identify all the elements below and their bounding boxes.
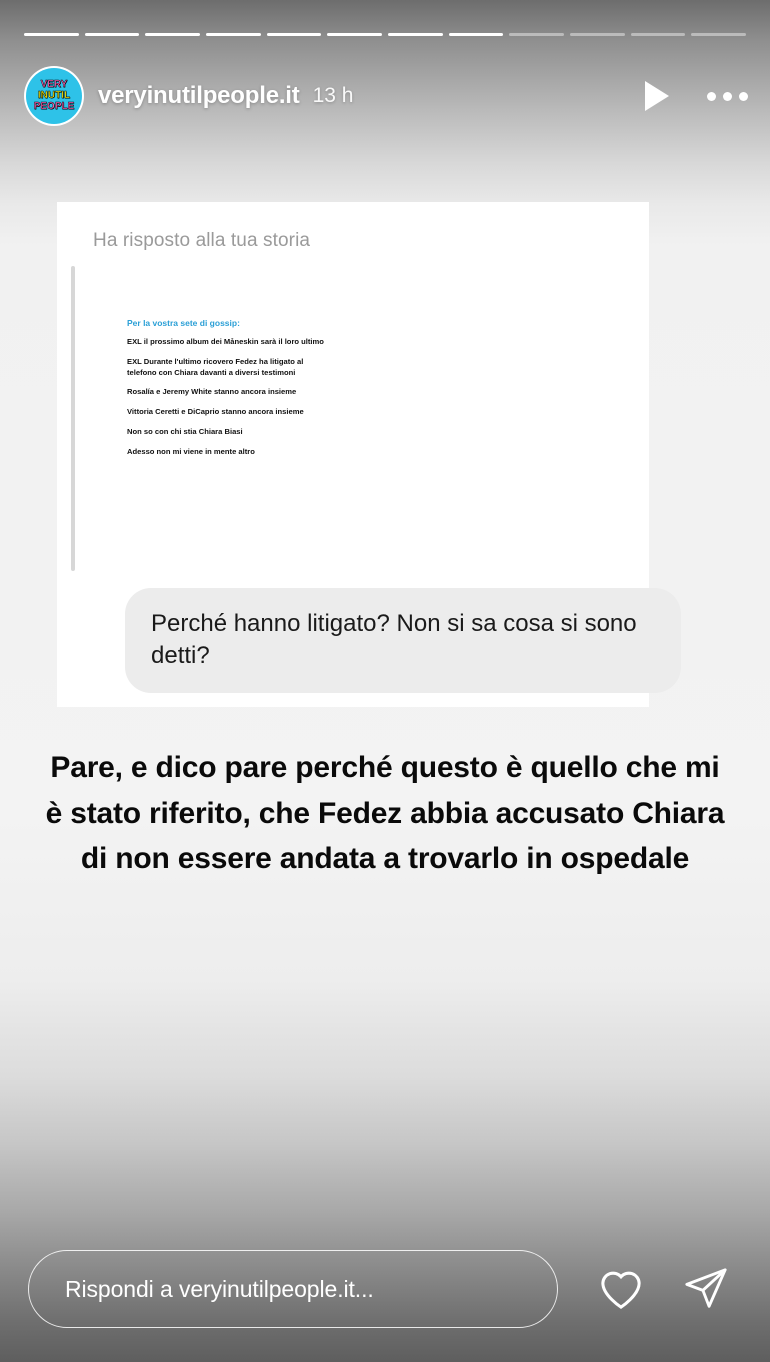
story-progress-segment[interactable] bbox=[267, 33, 322, 36]
more-options-icon[interactable] bbox=[707, 92, 748, 101]
story-progress-segment[interactable] bbox=[24, 33, 79, 36]
story-progress-segment[interactable] bbox=[145, 33, 200, 36]
story-progress-segment[interactable] bbox=[631, 33, 686, 36]
reply-input[interactable]: Rispondi a veryinutilpeople.it... bbox=[28, 1250, 558, 1328]
profile-avatar-icon bbox=[26, 68, 82, 124]
story-footer bbox=[0, 1234, 770, 1344]
footer-icons bbox=[598, 1266, 742, 1312]
quoted-line: Adesso non mi viene in mente altro bbox=[127, 446, 255, 456]
reply-message-bubble: Perché hanno litigato? Non si sa cosa si sono detti? bbox=[125, 588, 681, 693]
avatar-line-2: INUTIL bbox=[37, 90, 71, 101]
quoted-story-block bbox=[71, 266, 631, 571]
story-username[interactable]: veryinutilpeople.it bbox=[98, 82, 300, 109]
quoted-line: Non so con chi stia Chiara Biasi bbox=[127, 426, 243, 436]
story-progress-segment[interactable] bbox=[206, 33, 261, 36]
send-icon[interactable] bbox=[682, 1266, 730, 1312]
story-header bbox=[24, 66, 748, 126]
heart-icon[interactable] bbox=[598, 1268, 644, 1310]
quoted-story-image bbox=[89, 266, 629, 571]
story-progress-segment[interactable] bbox=[570, 33, 625, 36]
quote-bar bbox=[71, 266, 75, 571]
quoted-line: EXL il prossimo album dei Måneskin sarà il loro ultimo bbox=[127, 337, 324, 346]
story-timestamp: 13 h bbox=[312, 84, 354, 107]
story-progress-segment[interactable] bbox=[691, 33, 746, 36]
story-reply-card bbox=[57, 202, 649, 707]
story-header-actions bbox=[645, 81, 748, 111]
reply-card-title: Ha risposto alla tua storia bbox=[93, 230, 311, 251]
story-caption: Pare, e dico pare perché questo è quello che mi è stato riferito, che Fedez abbia accusato Chiara di non essere andata a trovarlo in ospedale bbox=[45, 751, 725, 876]
story-progress-segment[interactable] bbox=[388, 33, 443, 36]
story-progress-segment[interactable] bbox=[85, 33, 140, 36]
story-progress-bar[interactable] bbox=[24, 33, 746, 37]
quoted-line: EXL Durante l'ultimo ricovero Fedez ha litigato al telefono con Chiara davanti a diversi testimoni bbox=[127, 356, 304, 377]
quoted-line: Vittoria Ceretti e DiCaprio stanno ancora insieme bbox=[127, 407, 304, 417]
avatar[interactable] bbox=[24, 66, 84, 126]
story-progress-segment[interactable] bbox=[327, 33, 382, 36]
play-icon[interactable] bbox=[645, 81, 669, 111]
story-progress-segment[interactable] bbox=[449, 33, 504, 36]
quoted-line: Rosalía e Jeremy White stanno ancora insieme bbox=[127, 387, 297, 397]
avatar-line-1: VERY bbox=[40, 79, 68, 90]
story-progress-segment[interactable] bbox=[509, 33, 564, 36]
quoted-heading: Per la vostra sete di gossip: bbox=[127, 318, 240, 328]
avatar-line-3: PEOPLE bbox=[33, 101, 75, 112]
